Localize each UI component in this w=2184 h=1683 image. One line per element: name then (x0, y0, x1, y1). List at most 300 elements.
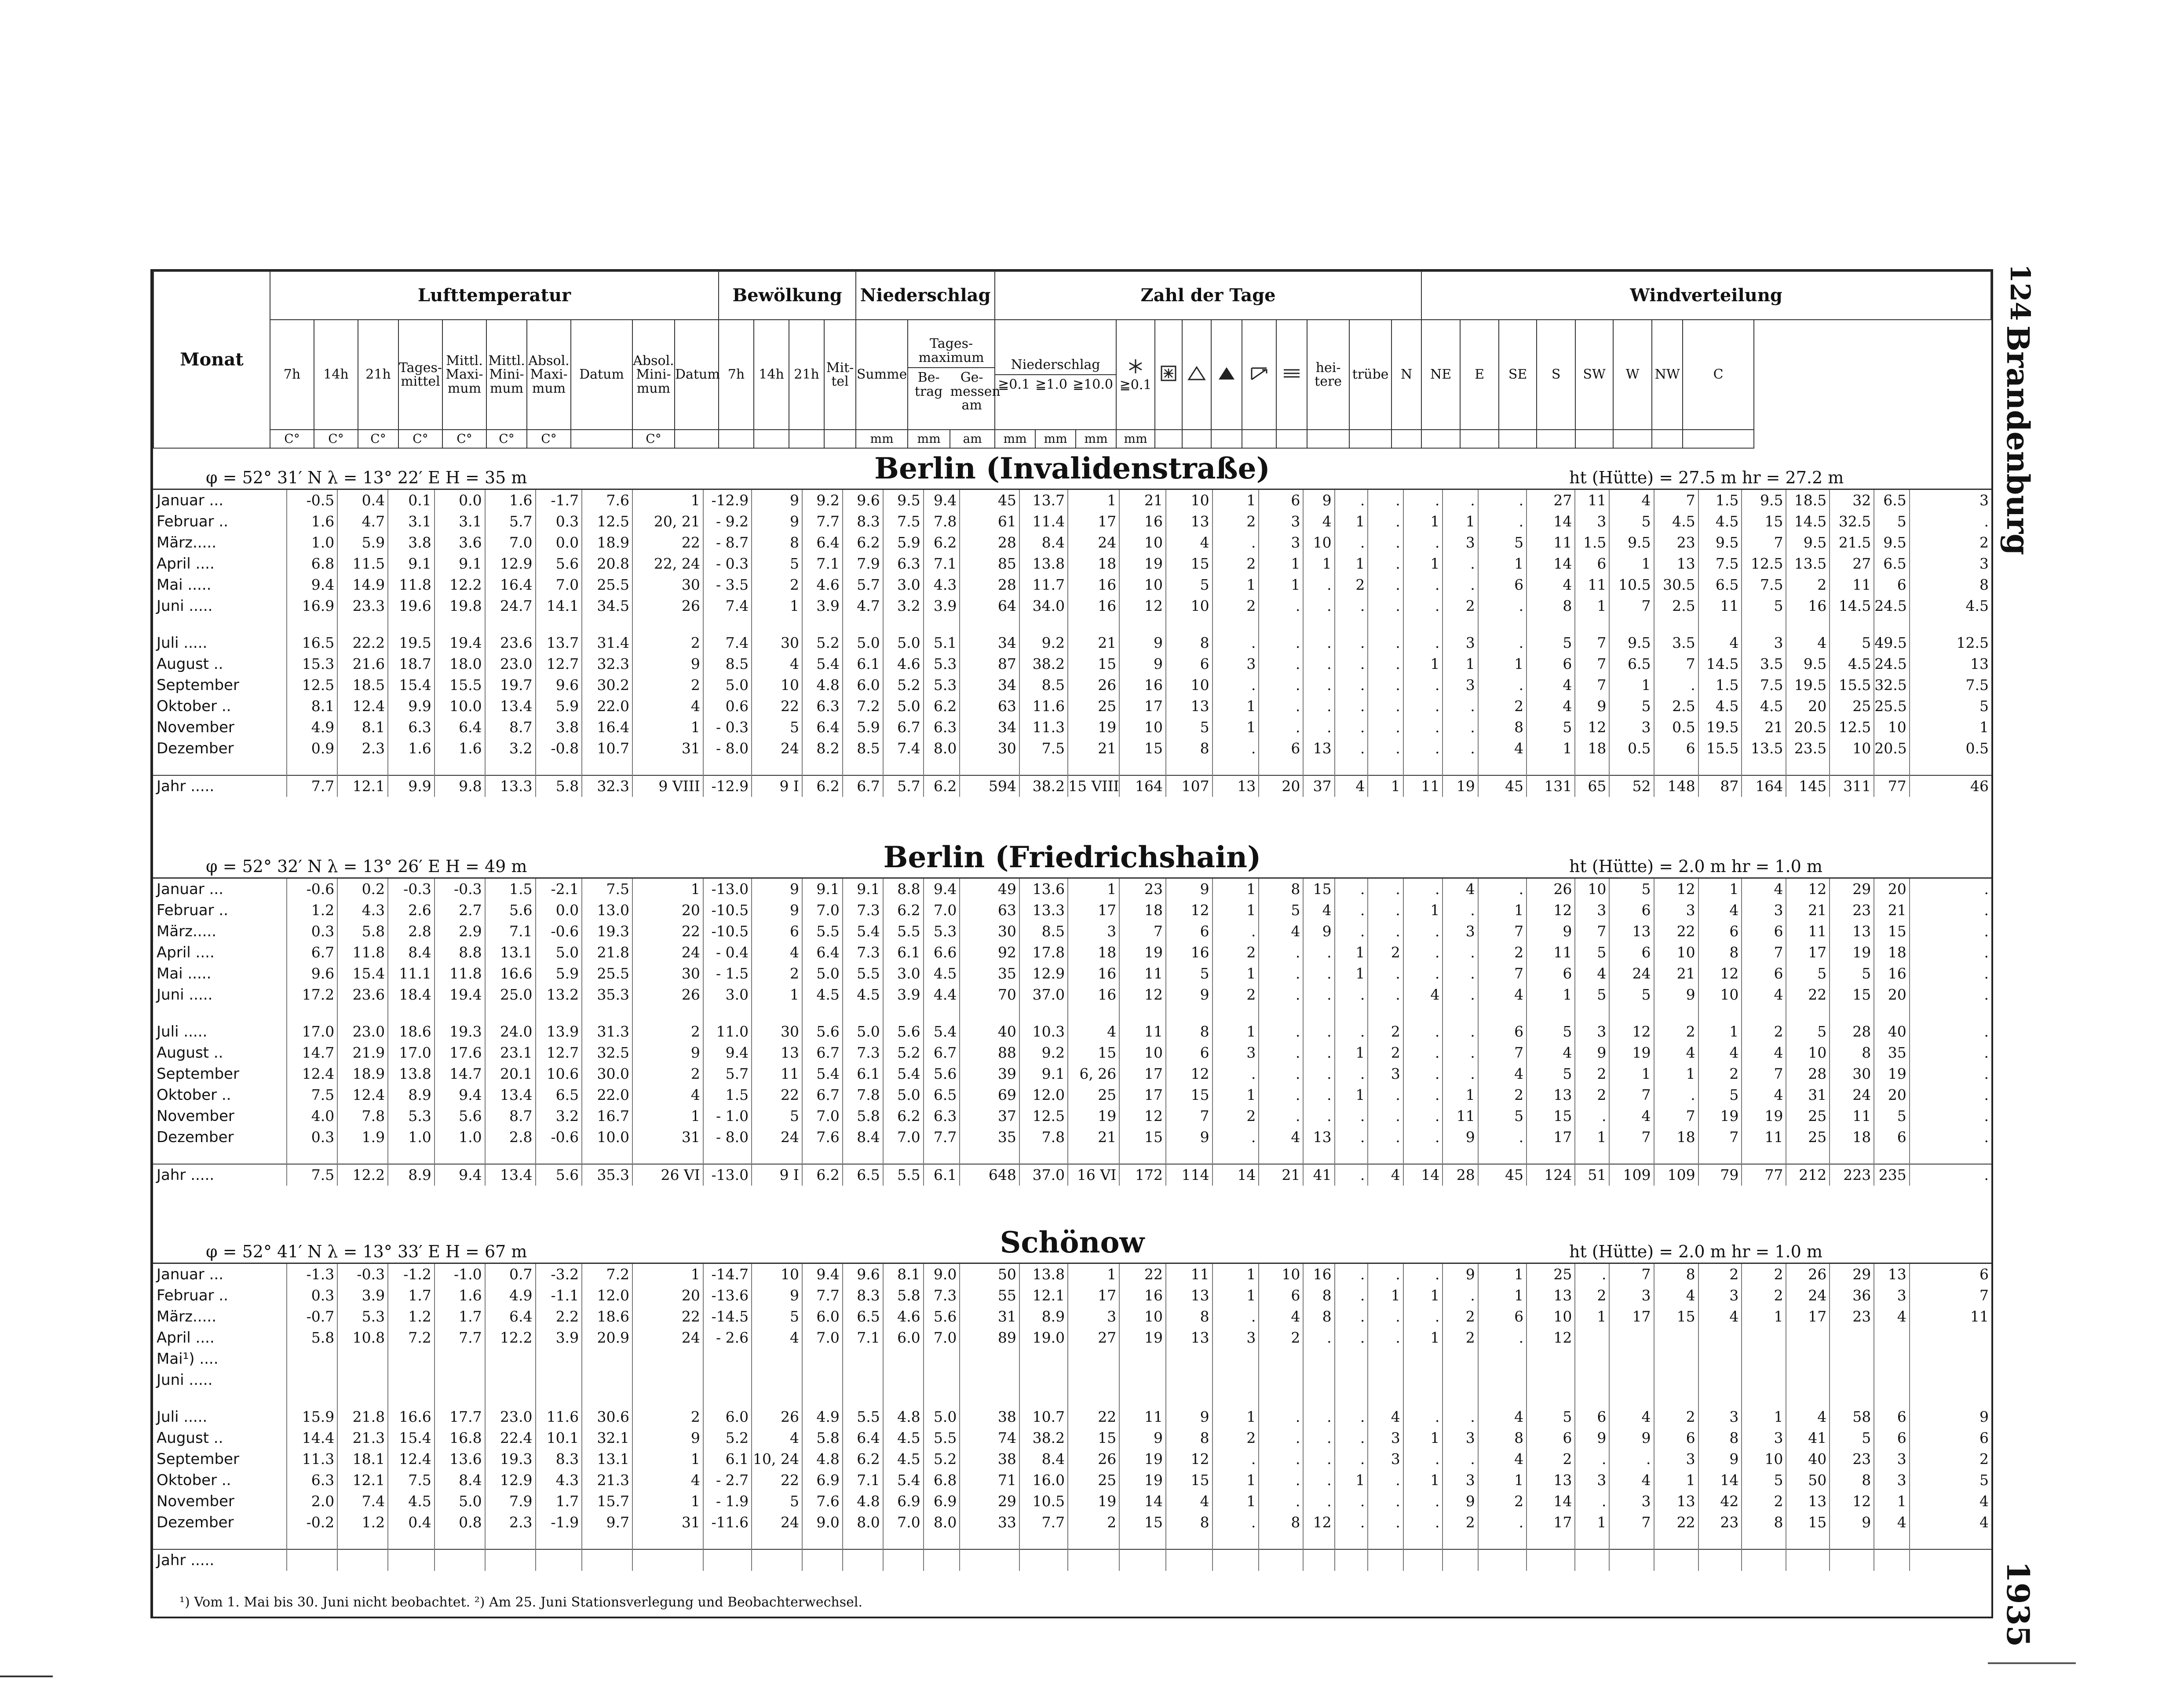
data-cell: 4 (1527, 675, 1575, 696)
data-cell: 1 (1213, 717, 1259, 738)
month-row (153, 1427, 1991, 1449)
data-cell: 4.5 (1698, 696, 1742, 717)
data-cell: 25.5 (582, 963, 632, 984)
data-cell: . (1335, 532, 1368, 553)
data-cell: 25.5 (1874, 696, 1909, 717)
data-cell: 4 (1698, 1306, 1742, 1327)
data-cell: . (1910, 900, 1991, 921)
data-cell: 8 (1698, 1427, 1742, 1449)
data-cell: -12.9 (703, 775, 752, 797)
data-cell: 2 (1335, 574, 1368, 595)
data-cell: 10 (1698, 984, 1742, 1005)
data-cell: 25 (1527, 1264, 1575, 1285)
data-cell: 2 (1478, 1491, 1527, 1512)
data-cell: . (1478, 490, 1527, 511)
data-cell: . (1443, 1021, 1478, 1042)
data-cell: . (1403, 632, 1443, 653)
data-cell: - 8.0 (703, 1127, 752, 1148)
data-cell: 10.8 (337, 1327, 388, 1348)
data-cell: -13.0 (703, 1164, 752, 1186)
data-cell: 13 (1654, 1491, 1698, 1512)
data-cell: 12.5 (1830, 717, 1874, 738)
data-cell: 9 (1575, 1042, 1609, 1063)
month-row (153, 532, 1991, 553)
data-cell: 89 (960, 1327, 1019, 1348)
data-cell (1575, 1327, 1609, 1348)
data-cell: . (1368, 879, 1403, 900)
data-cell: 16.7 (582, 1106, 632, 1127)
data-cell: 4.0 (287, 1106, 337, 1127)
data-cell: - 9.2 (703, 511, 752, 532)
data-cell: 3 (1575, 900, 1609, 921)
data-cell: 594 (960, 775, 1019, 797)
data-cell: 38 (960, 1406, 1019, 1427)
data-cell: 1.2 (337, 1512, 388, 1533)
data-cell: 0.5 (1609, 738, 1654, 759)
data-cell: 11 (1119, 1021, 1166, 1042)
data-cell: 5.1 (924, 632, 960, 653)
data-cell: 19 (1119, 1470, 1166, 1491)
data-cell: 5 (752, 1306, 802, 1327)
data-cell: 6 (1259, 738, 1303, 759)
data-cell: 20.5 (1786, 717, 1830, 738)
data-cell: 1 (1068, 490, 1119, 511)
data-cell: 2 (632, 675, 703, 696)
data-cell: 6.5 (1698, 574, 1742, 595)
data-cell: 6.3 (802, 696, 843, 717)
data-cell: 10 (1119, 717, 1166, 738)
data-cell: 5.0 (703, 675, 752, 696)
data-cell: 10 (1786, 1042, 1830, 1063)
data-cell: 20 (632, 900, 703, 921)
data-cell (960, 1369, 1019, 1391)
data-cell: 5.5 (883, 921, 924, 942)
month-row (153, 653, 1991, 675)
data-cell (388, 1549, 435, 1571)
data-cell: -0.7 (287, 1306, 337, 1327)
data-cell: 5.6 (435, 1106, 485, 1127)
tagesmaximum-label: Tages-maximum (908, 337, 994, 368)
data-cell: 1 (1213, 1470, 1259, 1491)
data-cell: . (1443, 900, 1478, 921)
data-cell: 23.3 (337, 595, 388, 617)
data-cell: 1 (1910, 717, 1991, 738)
data-cell: 19 (1068, 1106, 1119, 1127)
data-cell: 9.1 (843, 879, 883, 900)
month-label: November (157, 719, 234, 736)
data-cell: 5.6 (802, 1021, 843, 1042)
data-cell: . (1443, 696, 1478, 717)
data-cell: 1 (1213, 1084, 1259, 1106)
data-cell: 34 (960, 717, 1019, 738)
data-cell: 0.6 (703, 696, 752, 717)
data-cell: 5.0 (843, 632, 883, 653)
data-cell: 2 (1213, 553, 1259, 574)
data-cell: 6 (1166, 921, 1213, 942)
data-cell: 4 (1575, 963, 1609, 984)
data-cell: 5 (1742, 1470, 1786, 1491)
data-cell: 1 (632, 1449, 703, 1470)
data-cell: . (1403, 942, 1443, 963)
data-cell: 37 (1303, 775, 1334, 797)
data-cell: 20 (632, 1285, 703, 1306)
data-cell: 19 (1443, 775, 1478, 797)
data-cell: 1 (1443, 1084, 1478, 1106)
data-cell (1698, 1348, 1742, 1369)
data-cell: 5 (1166, 574, 1213, 595)
data-cell: 0.0 (435, 490, 485, 511)
data-cell: 9 (1443, 1264, 1478, 1285)
month-row (153, 1021, 1991, 1042)
data-cell: 10.1 (536, 1427, 582, 1449)
data-cell: . (1335, 595, 1368, 617)
data-cell: 24.5 (1874, 595, 1909, 617)
data-cell: 32.5 (582, 1042, 632, 1063)
data-cell: 64 (960, 595, 1019, 617)
data-cell: 4.5 (883, 1449, 924, 1470)
month-label: März..... (157, 923, 217, 940)
data-cell: 1 (1654, 1470, 1698, 1491)
data-cell: 13 (1527, 1084, 1575, 1106)
data-cell: 30.5 (1654, 574, 1698, 595)
data-cell: 1 (1698, 879, 1742, 900)
data-cell: 7 (1910, 1285, 1991, 1306)
unit-mm-n100: mm (1076, 430, 1116, 448)
data-cell: . (1368, 696, 1403, 717)
data-cell (1068, 1369, 1119, 1391)
data-cell: 30.6 (582, 1406, 632, 1427)
data-cell: 5.7 (703, 1063, 752, 1084)
col-summe: Summe (856, 320, 908, 430)
data-cell: 6 (1478, 1021, 1527, 1042)
data-cell: 26 (1068, 1449, 1119, 1470)
data-cell: 1.2 (287, 900, 337, 921)
data-cell: 7.3 (924, 1285, 960, 1306)
data-cell: 22 (1654, 921, 1698, 942)
data-cell: 7.8 (337, 1106, 388, 1127)
data-cell: . (1403, 595, 1443, 617)
data-cell: 41 (1786, 1427, 1830, 1449)
data-cell: 19.5 (1786, 675, 1830, 696)
data-cell: 15 (1527, 1106, 1575, 1127)
data-cell: 9.9 (388, 696, 435, 717)
data-cell (924, 1549, 960, 1571)
data-cell: 71 (960, 1470, 1019, 1491)
data-cell: . (1403, 1084, 1443, 1106)
data-cell: 21.6 (337, 653, 388, 675)
data-cell: 7.0 (802, 1327, 843, 1348)
data-cell: 4 (1335, 775, 1368, 797)
data-cell: 5.8 (337, 921, 388, 942)
month-label: April .... (157, 944, 215, 961)
month-label: Januar ... (157, 880, 224, 898)
data-cell (1443, 1369, 1478, 1391)
data-cell: 14 (1527, 511, 1575, 532)
data-cell: 5.0 (843, 1021, 883, 1042)
data-cell: 8 (1166, 1512, 1213, 1533)
data-cell: . (1443, 717, 1478, 738)
data-cell: 7.5 (287, 1084, 337, 1106)
data-cell: 5 (1830, 632, 1874, 653)
data-cell: 1 (1213, 879, 1259, 900)
data-cell: 5.5 (843, 1406, 883, 1427)
data-cell: 17 (1786, 942, 1830, 963)
data-cell: 2.3 (337, 738, 388, 759)
data-cell: - 2.6 (703, 1327, 752, 1348)
data-cell: 164 (1742, 775, 1786, 797)
data-cell: 22.4 (485, 1427, 536, 1449)
col-hail (1182, 320, 1211, 430)
data-cell: 6.2 (924, 696, 960, 717)
data-cell: . (1213, 532, 1259, 553)
data-cell: 0.0 (536, 900, 582, 921)
data-cell: 9.5 (883, 490, 924, 511)
data-cell: . (1403, 1491, 1443, 1512)
data-cell: . (1654, 1084, 1698, 1106)
data-cell: 7.5 (1698, 553, 1742, 574)
data-cell: 23 (1654, 532, 1698, 553)
data-cell: . (1443, 1063, 1478, 1084)
data-cell: 13.2 (536, 984, 582, 1005)
data-cell: 6.3 (924, 1106, 960, 1127)
data-cell: 4.7 (337, 511, 388, 532)
data-cell: 11 (1830, 574, 1874, 595)
data-cell: . (1575, 1264, 1609, 1285)
data-cell: 1.6 (287, 511, 337, 532)
data-cell: 4 (1259, 921, 1303, 942)
data-cell: 9.5 (1609, 532, 1654, 553)
data-cell: 5 (1609, 511, 1654, 532)
data-cell: 38.2 (1019, 1427, 1068, 1449)
data-cell: 11 (1403, 775, 1443, 797)
col-wind-e: E (1460, 320, 1499, 430)
month-label: März..... (157, 534, 217, 551)
data-cell: 10.6 (536, 1063, 582, 1084)
data-cell: 4 (1527, 574, 1575, 595)
data-cell: 4 (1303, 900, 1334, 921)
data-cell: 19.6 (388, 595, 435, 617)
data-cell: 15.5 (1698, 738, 1742, 759)
data-cell: 1 (632, 1491, 703, 1512)
data-cell (632, 1348, 703, 1369)
data-cell: 4 (1403, 984, 1443, 1005)
data-cell: 88 (960, 1042, 1019, 1063)
data-cell (1368, 1549, 1403, 1571)
data-cell: 6.2 (883, 1106, 924, 1127)
data-cell: . (1443, 1449, 1478, 1470)
data-cell: . (1443, 1406, 1478, 1427)
data-cell: 21 (1742, 717, 1786, 738)
data-cell: 2 (1443, 1512, 1478, 1533)
data-cell: 2.8 (485, 1127, 536, 1148)
data-cell: 1 (632, 1264, 703, 1285)
data-cell: 4 (1654, 1042, 1698, 1063)
data-cell: 0.3 (287, 921, 337, 942)
data-cell: 4.7 (843, 595, 883, 617)
data-cell: 4 (1698, 632, 1742, 653)
data-cell: 15 (1786, 1512, 1830, 1533)
data-cell: 10 (1654, 942, 1698, 963)
data-cell (582, 1369, 632, 1391)
data-cell: . (1403, 1021, 1443, 1042)
data-cell: . (1335, 1427, 1368, 1449)
data-cell: 11 (1575, 490, 1609, 511)
station-data-table (153, 879, 1991, 1186)
data-cell: . (1368, 984, 1403, 1005)
data-cell: 20.1 (485, 1063, 536, 1084)
data-cell: 1 (632, 717, 703, 738)
data-cell: . (1303, 1042, 1334, 1063)
data-cell: . (1368, 900, 1403, 921)
data-cell: 21.8 (582, 942, 632, 963)
monat-header: Monat (153, 271, 270, 448)
data-cell: 2.8 (388, 921, 435, 942)
data-cell: 1 (1213, 1491, 1259, 1512)
data-cell: -14.7 (703, 1264, 752, 1285)
data-cell: 29 (1830, 879, 1874, 900)
data-cell: 9.6 (843, 490, 883, 511)
data-cell: - 0.3 (703, 717, 752, 738)
data-cell: 20 (1874, 984, 1909, 1005)
data-cell: 14.4 (287, 1427, 337, 1449)
data-cell: 1.5 (1575, 532, 1609, 553)
group-bewoelkung: Bewölkung (719, 271, 856, 320)
data-cell: 5.6 (536, 1164, 582, 1186)
page-number: 124 (2004, 264, 2036, 321)
unit-c-mmin: C° (486, 430, 527, 448)
data-cell (883, 1549, 924, 1571)
data-cell: 4 (1786, 632, 1830, 653)
data-cell: 5 (1830, 963, 1874, 984)
data-cell (536, 1369, 582, 1391)
data-cell: . (1259, 1449, 1303, 1470)
data-cell: 13 (1166, 1327, 1213, 1348)
data-cell (1335, 1549, 1368, 1571)
data-cell: 12.4 (287, 1063, 337, 1084)
data-cell: . (1335, 1306, 1368, 1327)
data-cell: 21.9 (337, 1042, 388, 1063)
data-cell: 8 (1166, 632, 1213, 653)
data-cell: 6.9 (924, 1491, 960, 1512)
data-cell: 7.1 (843, 1327, 883, 1348)
data-cell: . (1403, 675, 1443, 696)
data-cell (1527, 1348, 1575, 1369)
data-cell: 0.4 (337, 490, 388, 511)
data-cell (435, 1549, 485, 1571)
data-cell: 9 (1443, 1127, 1478, 1148)
data-cell: -1.7 (536, 490, 582, 511)
data-cell: 11 (1698, 595, 1742, 617)
data-cell: 1 (1213, 1264, 1259, 1285)
data-cell: 12.4 (337, 696, 388, 717)
data-cell: . (1910, 1106, 1991, 1127)
data-cell (1910, 1369, 1991, 1391)
scan-mark (1988, 1662, 2076, 1664)
month-row (153, 675, 1991, 696)
data-cell: 7 (1654, 1106, 1698, 1127)
data-cell: 1 (1403, 1327, 1443, 1348)
data-cell: 5 (1478, 1106, 1527, 1127)
data-cell (1910, 1549, 1991, 1571)
data-cell: 6.0 (802, 1306, 843, 1327)
data-cell: 1 (1335, 942, 1368, 963)
data-cell (752, 1348, 802, 1369)
data-cell: . (1368, 595, 1403, 617)
data-cell: 4.8 (843, 1491, 883, 1512)
data-cell: 8 (1527, 595, 1575, 617)
data-cell: 9.1 (435, 553, 485, 574)
data-cell: 4 (1874, 1306, 1909, 1327)
data-cell: 11 (1575, 574, 1609, 595)
data-cell: -10.5 (703, 900, 752, 921)
row-gap (153, 1148, 1991, 1164)
climate-table (150, 269, 1993, 1618)
data-cell: 10.7 (1019, 1406, 1068, 1427)
unit-mm-summe: mm (856, 430, 908, 448)
data-cell: 11 (1119, 963, 1166, 984)
data-cell: 8.9 (1019, 1306, 1068, 1327)
data-cell: 18.5 (1786, 490, 1830, 511)
data-cell: 9 (752, 1285, 802, 1306)
data-cell: 2 (1259, 1327, 1303, 1348)
data-cell: . (1335, 921, 1368, 942)
data-cell: -0.3 (388, 879, 435, 900)
data-cell: 8.7 (485, 717, 536, 738)
data-cell: . (1443, 574, 1478, 595)
data-cell: 5.7 (485, 511, 536, 532)
group-lufttemperatur: Lufttemperatur (270, 271, 719, 320)
data-cell: 16.5 (287, 632, 337, 653)
data-cell: 4 (1742, 879, 1786, 900)
data-cell: 16 (1119, 511, 1166, 532)
data-cell: 4.5 (1830, 653, 1874, 675)
data-cell: 1 (1335, 553, 1368, 574)
data-cell: 2 (1910, 532, 1991, 553)
month-row (153, 1063, 1991, 1084)
data-cell: 1 (1403, 900, 1443, 921)
data-cell (1019, 1348, 1068, 1369)
data-cell: 8 (1166, 1306, 1213, 1327)
data-cell: 16 (1874, 963, 1909, 984)
data-cell: 18.9 (337, 1063, 388, 1084)
data-cell: . (1259, 1406, 1303, 1427)
data-cell (1830, 1549, 1874, 1571)
data-cell: 6.8 (924, 1470, 960, 1491)
data-cell: 5 (1910, 1470, 1991, 1491)
data-cell: 5.2 (703, 1427, 752, 1449)
data-cell: 15.4 (388, 675, 435, 696)
data-cell: 8.3 (843, 1285, 883, 1306)
unit-c-t7: C° (270, 430, 314, 448)
col-niederschlag-tage (995, 320, 1116, 430)
data-cell: . (1303, 1327, 1334, 1348)
data-cell: 19 (1119, 1449, 1166, 1470)
data-cell: 7 (1575, 632, 1609, 653)
data-cell: 87 (1698, 775, 1742, 797)
data-cell: 9.9 (388, 775, 435, 797)
col-t7: 7h (270, 320, 314, 430)
data-cell (1609, 1369, 1654, 1391)
col-b21: 21h (789, 320, 824, 430)
data-cell: 16 (1786, 595, 1830, 617)
data-cell: 24 (752, 738, 802, 759)
data-cell: 1 (1478, 653, 1527, 675)
data-cell: 8.9 (388, 1164, 435, 1186)
data-cell: 26 (752, 1406, 802, 1427)
data-cell: 3 (1575, 1021, 1609, 1042)
data-cell: -3.2 (536, 1264, 582, 1285)
data-cell: 13 (1786, 1491, 1830, 1512)
